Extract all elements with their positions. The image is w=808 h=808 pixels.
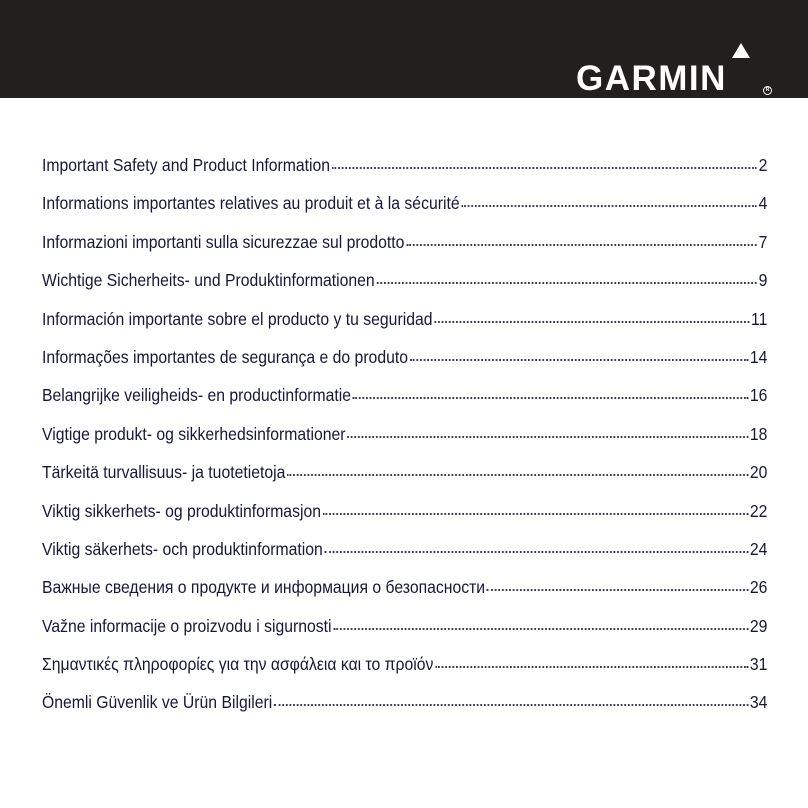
toc-entry-title: Σημαντικές πληροφορίες για την ασφάλεια και το προϊόν — [42, 654, 434, 675]
toc-entry[interactable] — [42, 304, 767, 342]
header-bar — [0, 0, 808, 98]
toc-entry-title: Belangrijke veiligheids- en productinformatie — [42, 385, 352, 406]
toc-leader-dots — [461, 203, 756, 207]
toc-entry-title: Important Safety and Product Information — [42, 155, 331, 175]
toc-entry-page: 7 — [758, 231, 768, 252]
toc-entry[interactable] — [42, 572, 767, 610]
registered-trademark-icon: R — [763, 86, 772, 95]
toc-entry-page: 20 — [749, 462, 768, 483]
toc-entry-page: 31 — [749, 654, 768, 675]
toc-entry-title: Informations importantes relatives au produit et à la sécurité — [42, 193, 460, 214]
toc-entry-page: 22 — [749, 500, 768, 521]
garmin-logo — [576, 38, 772, 98]
toc-entry[interactable] — [42, 380, 767, 418]
toc-leader-dots — [376, 280, 756, 284]
toc-entry-title: Información importante sobre el producto y tu seguridad — [42, 308, 433, 329]
toc-entry-title: Informazioni importanti sulla sicurezzae sul prodotto — [42, 231, 405, 252]
toc-leader-dots — [332, 165, 757, 169]
toc-leader-dots — [435, 664, 748, 668]
toc-entry-page: 9 — [758, 270, 768, 291]
logo-wordmark: GARMIN — [576, 59, 727, 98]
toc-entry[interactable] — [42, 457, 767, 495]
toc-leader-dots — [347, 434, 748, 438]
toc-entry-page: 29 — [749, 615, 768, 636]
toc-entry[interactable] — [42, 649, 767, 687]
toc-entry-page: 18 — [749, 423, 768, 444]
toc-entry-title: Wichtige Sicherheits- und Produktinformationen — [42, 270, 375, 291]
toc-entry-page: 14 — [749, 346, 768, 367]
toc-entry-page: 2 — [758, 155, 768, 175]
toc-entry[interactable] — [42, 419, 767, 457]
toc-entry-title: Viktig säkerhets- och produktinformation — [42, 538, 323, 559]
toc-entry-page: 24 — [749, 538, 768, 559]
table-of-contents — [42, 150, 768, 726]
toc-leader-dots — [323, 511, 748, 515]
toc-leader-dots — [274, 702, 748, 706]
toc-leader-dots — [410, 357, 748, 361]
toc-entry[interactable] — [42, 188, 767, 226]
toc-entry[interactable] — [42, 342, 767, 380]
toc-entry-title: Önemli Güvenlik ve Ürün Bilgileri — [42, 692, 273, 713]
toc-entry-title: Tärkeitä turvallisuus- ja tuotetietoja — [42, 462, 286, 483]
toc-leader-dots — [353, 395, 748, 399]
toc-entry[interactable] — [42, 496, 767, 534]
toc-leader-dots — [325, 549, 749, 553]
toc-entry-page: 34 — [749, 692, 768, 713]
toc-entry-page: 4 — [758, 193, 768, 214]
toc-entry[interactable] — [42, 687, 767, 725]
toc-leader-dots — [287, 472, 748, 476]
toc-leader-dots — [487, 587, 748, 591]
toc-entry-page: 11 — [751, 308, 768, 329]
toc-leader-dots — [333, 626, 748, 630]
toc-entry[interactable] — [42, 227, 767, 265]
toc-entry-title: Важные сведения о продукте и информация о безопасности — [42, 577, 486, 598]
toc-leader-dots — [406, 242, 757, 246]
toc-entry-page: 16 — [749, 385, 768, 406]
toc-entry-title: Informações importantes de segurança e do produto — [42, 346, 408, 367]
logo-triangle-icon — [732, 43, 750, 58]
toc-leader-dots — [434, 319, 749, 323]
toc-entry[interactable] — [42, 611, 767, 649]
toc-entry[interactable] — [42, 150, 767, 188]
toc-entry-page: 26 — [749, 577, 768, 598]
toc-entry[interactable] — [42, 534, 767, 572]
toc-entry-title: Vigtige produkt- og sikkerhedsinformationer — [42, 423, 346, 444]
toc-entry-title: Važne informacije o proizvodu i sigurnosti — [42, 615, 332, 636]
toc-entry-title: Viktig sikkerhets- og produktinformasjon — [42, 500, 321, 521]
toc-entry[interactable] — [42, 265, 767, 303]
